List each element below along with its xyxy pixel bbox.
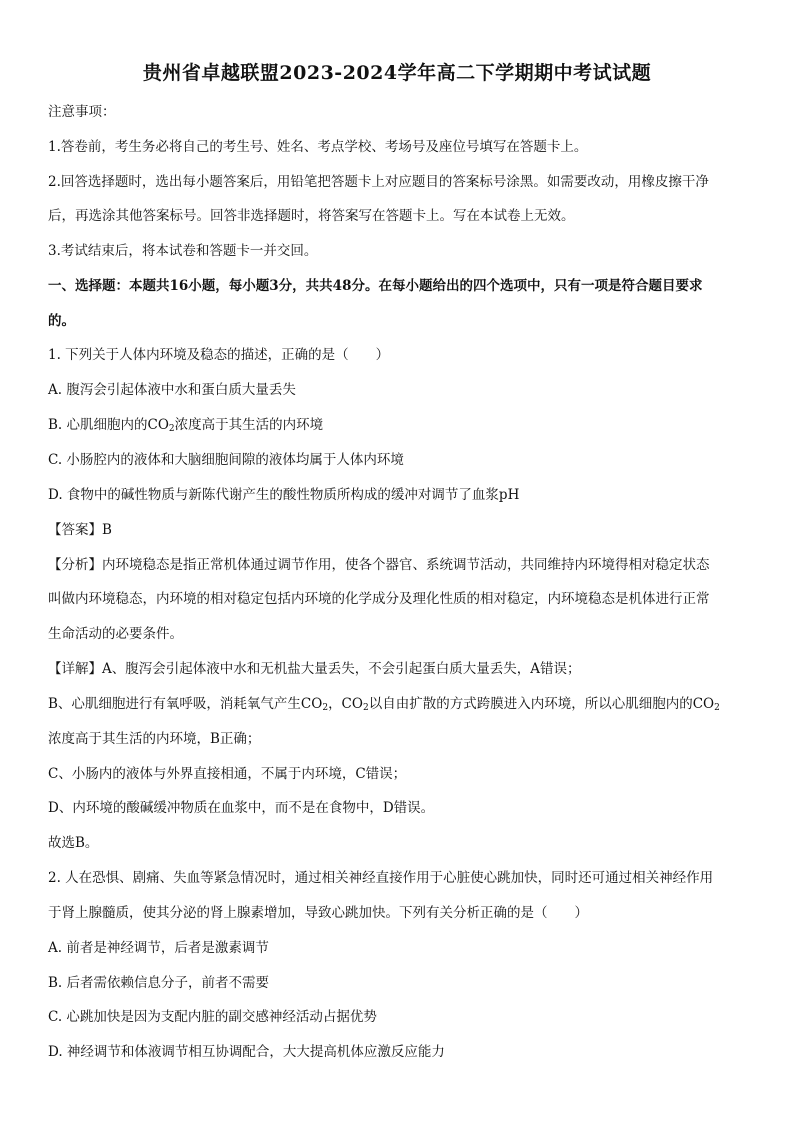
- question-1-detail-c: C、小肠内的液体与外界直接相通，不属于内环境，C错误；: [48, 766, 407, 782]
- question-1-stem: 1. 下列关于人体内环境及稳态的描述，正确的是（ ）: [48, 347, 390, 363]
- question-1-option-a: A. 腹泻会引起体液中水和蛋白质大量丢失: [48, 382, 296, 398]
- notice-item-1: 1.答卷前，考生务必将自己的考生号、姓名、考点学校、考场号及座位号填写在答题卡上。: [48, 139, 588, 155]
- notice-item-3: 3.考试结束后，将本试卷和答题卡一并交回。: [48, 243, 318, 259]
- question-1-conclusion: 故选B。: [48, 835, 99, 851]
- question-1-detail-b: B、心肌细胞进行有氧呼吸，消耗氧气产生$CO_2$，$CO_2$以自由扩散的方式跨膜进入内环境，所以心肌细胞内的$CO_2$: [48, 696, 720, 713]
- question-1-detail-b-continued: 浓度高于其生活的内环境，B正确；: [48, 731, 261, 747]
- notice-item-2-line-2: 后，再选涂其他答案标号。回答非选择题时，将答案写在答题卡上。写在本试卷上无效。: [48, 208, 575, 224]
- question-1-analysis-line-3: 生命活动的必要条件。: [48, 626, 183, 642]
- section-heading-line-2: 的。: [48, 313, 75, 329]
- page-title: 贵州省卓越联盟2023-2024学年高二下学期期中考试试题: [142, 62, 652, 84]
- question-2-option-a: A. 前者是神经调节，后者是激素调节: [48, 940, 269, 956]
- question-1-option-c: C. 小肠腔内的液体和大脑细胞间隙的液体均属于人体内环境: [48, 452, 404, 468]
- question-2-stem-line-2: 于肾上腺髓质，使其分泌的肾上腺素增加，导致心跳加快。下列有关分析正确的是（ ）: [48, 905, 588, 921]
- question-1-analysis-line-1: 【分析】内环境稳态是指正常机体通过调节作用，使各个器官、系统调节活动，共同维持内环境得相对稳定状态: [48, 557, 710, 573]
- question-2-option-b: B. 后者需依赖信息分子，前者不需要: [48, 975, 270, 991]
- question-2-stem-line-1: 2. 人在恐惧、剧痛、失血等紧急情况时，通过相关神经直接作用于心脏使心跳加快，同时还可通过相关神经作用: [48, 870, 714, 886]
- section-heading-line-1: 一、选择题：本题共16小题，每小题3分，共共48分。在每小题给出的四个选项中，只有一项是符合题目要求: [48, 278, 703, 294]
- notice-heading: 注意事项：: [48, 104, 116, 120]
- question-1-detail-d: D、内环境的酸碱缓冲物质在血浆中，而不是在食物中，D错误。: [48, 800, 435, 816]
- question-1-analysis-line-2: 叫做内环境稳态，内环境的相对稳定包括内环境的化学成分及理化性质的相对稳定，内环境稳态是机体进行正常: [48, 591, 710, 607]
- notice-item-2-line-1: 2.回答选择题时，选出每小题答案后，用铅笔把答题卡上对应题目的答案标号涂黑。如需要改动，用橡皮擦干净: [48, 174, 709, 190]
- question-1-answer: 【答案】B: [48, 522, 112, 538]
- question-1-detail-a: 【详解】A、腹泻会引起体液中水和无机盐大量丢失，不会引起蛋白质大量丢失，A错误；: [48, 661, 581, 677]
- question-1-option-d: D. 食物中的碱性物质与新陈代谢产生的酸性物质所构成的缓冲对调节了血浆pH: [48, 487, 520, 503]
- question-2-option-d: D. 神经调节和体液调节相互协调配合，大大提高机体应激反应能力: [48, 1044, 445, 1060]
- question-1-option-b: B. 心肌细胞内的$CO_2$浓度高于其生活的内环境: [48, 417, 324, 434]
- question-2-option-c: C. 心跳加快是因为支配内脏的副交感神经活动占据优势: [48, 1009, 377, 1025]
